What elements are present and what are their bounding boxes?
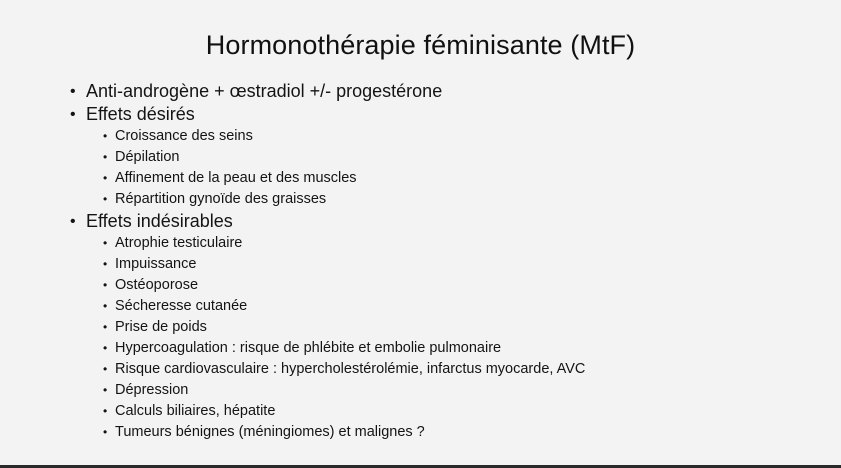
side-effect-item: • Calculs biliaires, hépatite	[90, 401, 585, 422]
side-effect-item: • Tumeurs bénignes (méningiomes) et malignes ?	[90, 422, 585, 443]
bullet-desired-effects	[70, 103, 585, 210]
bullet-desired-effects-text: Effets désirés	[86, 104, 195, 124]
bullet-medication	[70, 80, 585, 103]
desired-effect-item: • Croissance des seins	[90, 126, 585, 147]
side-effect-item: • Hypercoagulation : risque de phlébite et embolie pulmonaire	[90, 338, 585, 359]
side-effects-list	[90, 233, 585, 443]
bullet-side-effects	[70, 210, 585, 443]
bullet-side-effects-text: Effets indésirables	[86, 211, 233, 231]
side-effect-item: • Atrophie testiculaire	[90, 233, 585, 254]
bullet-medication-text: Anti-androgène + œstradiol +/- progestérone	[86, 81, 443, 101]
side-effect-item: • Dépression	[90, 380, 585, 401]
desired-effect-item: • Dépilation	[90, 147, 585, 168]
side-effect-item: • Prise de poids	[90, 317, 585, 338]
side-effect-item: • Sécheresse cutanée	[90, 296, 585, 317]
main-bullet-list	[70, 80, 585, 443]
desired-effects-list	[90, 126, 585, 210]
desired-effect-item: • Répartition gynoïde des graisses	[90, 189, 585, 210]
desired-effect-item: • Affinement de la peau et des muscles	[90, 168, 585, 189]
slide-title: Hormonothérapie féminisante (MtF)	[205, 30, 636, 60]
side-effect-item: • Impuissance	[90, 254, 585, 275]
side-effect-item: • Ostéoporose	[90, 275, 585, 296]
side-effect-item: • Risque cardiovasculaire : hypercholestérolémie, infarctus myocarde, AVC	[90, 359, 585, 380]
